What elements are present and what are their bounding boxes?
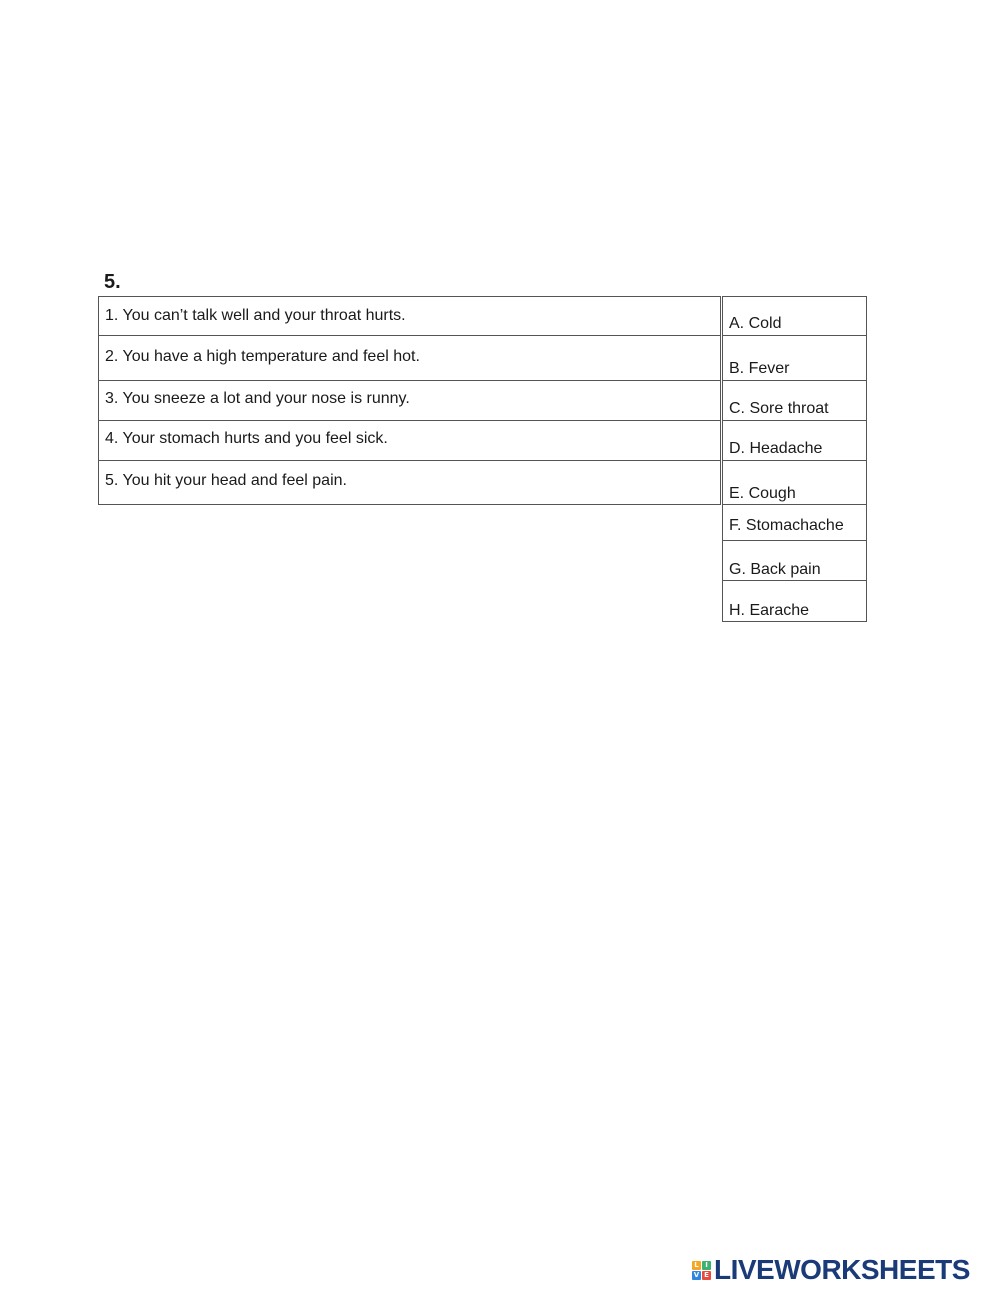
answer-label: D. Headache	[729, 440, 823, 457]
answer-cell[interactable]	[722, 580, 867, 622]
answer-label: G. Back pain	[729, 561, 821, 578]
answer-cell[interactable]	[722, 296, 867, 336]
question-row	[98, 296, 721, 336]
answer-cell[interactable]	[722, 504, 867, 541]
answer-label: C. Sore throat	[729, 400, 829, 417]
answer-label: B. Fever	[729, 360, 790, 377]
question-text: 1. You can’t talk well and your throat hurts.	[105, 307, 406, 324]
answer-label: H. Earache	[729, 602, 810, 619]
question-text: 3. You sneeze a lot and your nose is runny.	[105, 390, 410, 407]
logo-text: LIVEWORKSHEETS	[714, 1254, 970, 1285]
answer-cell[interactable]	[722, 460, 867, 505]
answer-cell[interactable]	[722, 540, 867, 581]
logo-mark-i: I	[702, 1261, 711, 1270]
question-row	[98, 420, 721, 461]
answer-cell[interactable]	[722, 420, 867, 461]
exercise-number: 5.	[104, 271, 121, 293]
answer-label: F. Stomachache	[729, 517, 844, 534]
question-text: 5. You hit your head and feel pain.	[105, 472, 347, 489]
question-row	[98, 380, 721, 421]
question-text: 4. Your stomach hurts and you feel sick.	[105, 430, 388, 447]
logo-mark-icon	[692, 1261, 711, 1280]
answer-cell[interactable]	[722, 380, 867, 421]
liveworksheets-logo	[692, 1256, 970, 1284]
question-text: 2. You have a high temperature and feel hot.	[105, 348, 420, 365]
answer-cell[interactable]	[722, 335, 867, 381]
logo-mark-l: L	[692, 1261, 701, 1270]
answer-label: A. Cold	[729, 315, 782, 332]
logo-mark-v: V	[693, 1270, 700, 1279]
question-row	[98, 335, 721, 381]
logo-mark-e: E	[702, 1271, 711, 1280]
answer-label: E. Cough	[729, 485, 796, 502]
question-row	[98, 460, 721, 505]
